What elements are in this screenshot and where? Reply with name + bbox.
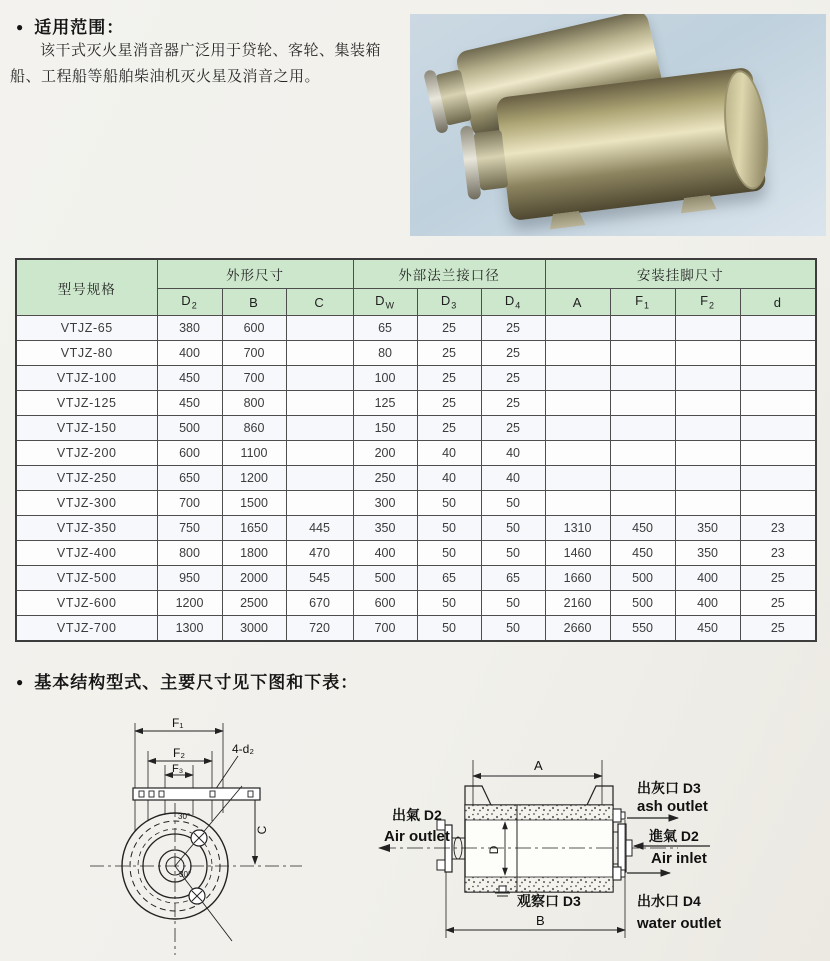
value-cell: 750	[157, 516, 222, 541]
model-cell: VTJZ-150	[16, 416, 157, 441]
value-cell: 450	[675, 616, 740, 642]
value-cell: 2160	[545, 591, 610, 616]
value-cell: 1500	[222, 491, 286, 516]
bolt-holes-label: 4-d₂	[232, 742, 255, 756]
air-inlet-label-zh: 進氣 D2	[649, 828, 699, 844]
value-cell: 670	[286, 591, 353, 616]
dim-a-label: A	[534, 758, 543, 773]
value-cell: 2500	[222, 591, 286, 616]
model-cell: VTJZ-65	[16, 316, 157, 341]
value-cell: 40	[417, 466, 481, 491]
value-cell	[545, 466, 610, 491]
value-cell: 65	[417, 566, 481, 591]
spec-table	[15, 258, 817, 642]
value-cell: 3000	[222, 616, 286, 642]
col-subheader: A	[545, 289, 610, 316]
value-cell: 1310	[545, 516, 610, 541]
value-cell: 25	[417, 316, 481, 341]
value-cell: 400	[157, 341, 222, 366]
value-cell: 25	[740, 591, 816, 616]
value-cell	[610, 466, 675, 491]
section-title-structure: 基本结构型式、主要尺寸见下图和下表：	[34, 673, 359, 692]
value-cell: 380	[157, 316, 222, 341]
value-cell: 50	[481, 541, 545, 566]
value-cell: 25	[481, 416, 545, 441]
value-cell: 1650	[222, 516, 286, 541]
angle-label-center: 30°	[179, 870, 192, 879]
value-cell	[675, 316, 740, 341]
value-cell: 350	[675, 516, 740, 541]
value-cell: 720	[286, 616, 353, 642]
bullet-icon: ●	[16, 674, 25, 689]
value-cell	[610, 416, 675, 441]
air-outlet-label-zh: 出氣 D2	[392, 807, 442, 823]
value-cell: 800	[157, 541, 222, 566]
value-cell	[286, 416, 353, 441]
value-cell: 450	[157, 391, 222, 416]
value-cell: 40	[481, 466, 545, 491]
value-cell: 25	[417, 416, 481, 441]
value-cell	[675, 366, 740, 391]
model-cell: VTJZ-500	[16, 566, 157, 591]
value-cell: 450	[610, 516, 675, 541]
value-cell: 400	[675, 566, 740, 591]
ash-outlet-nozzle	[613, 809, 625, 822]
value-cell	[610, 491, 675, 516]
col-group-outline-dimensions: 外形尺寸	[157, 259, 353, 289]
value-cell: 1200	[157, 591, 222, 616]
value-cell: 50	[417, 541, 481, 566]
value-cell: 545	[286, 566, 353, 591]
value-cell	[675, 391, 740, 416]
air-inlet-label-en: Air inlet	[651, 850, 707, 867]
value-cell: 40	[417, 441, 481, 466]
value-cell: 800	[222, 391, 286, 416]
model-cell: VTJZ-100	[16, 366, 157, 391]
model-cell: VTJZ-80	[16, 341, 157, 366]
table-row	[16, 466, 816, 491]
value-cell	[545, 391, 610, 416]
dim-f2-label: F₂	[173, 746, 185, 760]
value-cell	[286, 391, 353, 416]
value-cell	[545, 316, 610, 341]
value-cell: 445	[286, 516, 353, 541]
table-row	[16, 441, 816, 466]
col-subheader: $F_2$	[675, 289, 740, 316]
value-cell	[675, 491, 740, 516]
model-cell: VTJZ-125	[16, 391, 157, 416]
value-cell: 125	[353, 391, 417, 416]
value-cell: 25	[417, 391, 481, 416]
cylinder-endcap	[718, 68, 774, 192]
value-cell: 25	[417, 341, 481, 366]
mounting-feet	[465, 786, 613, 805]
value-cell: 470	[286, 541, 353, 566]
value-cell: 1200	[222, 466, 286, 491]
value-cell: 50	[417, 616, 481, 642]
bullet-icon: ●	[16, 19, 25, 34]
side-view-diagram	[378, 740, 830, 960]
value-cell: 50	[417, 491, 481, 516]
value-cell	[545, 341, 610, 366]
value-cell: 50	[417, 591, 481, 616]
table-row	[16, 516, 816, 541]
angle-label-top: 30°	[178, 812, 191, 821]
value-cell: 23	[740, 541, 816, 566]
ash-outlet-label-zh: 出灰口 D3	[637, 780, 701, 796]
model-cell: VTJZ-400	[16, 541, 157, 566]
value-cell: 1660	[545, 566, 610, 591]
value-cell: 450	[157, 366, 222, 391]
value-cell: 950	[157, 566, 222, 591]
model-cell: VTJZ-250	[16, 466, 157, 491]
model-cell: VTJZ-700	[16, 616, 157, 642]
value-cell	[286, 316, 353, 341]
value-cell: 650	[157, 466, 222, 491]
usage-paragraph: 该干式灭火星消音器广泛用于贷轮、客轮、集装箱船、工程船等船舶柴油机灭火星及消音之用。	[10, 42, 382, 85]
value-cell	[675, 341, 740, 366]
value-cell: 150	[353, 416, 417, 441]
table-row	[16, 366, 816, 391]
col-header-model: 型号规格	[16, 259, 157, 316]
value-cell	[740, 441, 816, 466]
value-cell: 1460	[545, 541, 610, 566]
col-subheader: $D_4$	[481, 289, 545, 316]
col-group-flange-diameter: 外部法兰接口径	[353, 259, 545, 289]
value-cell: 1100	[222, 441, 286, 466]
col-subheader: $D_2$	[157, 289, 222, 316]
value-cell: 50	[481, 491, 545, 516]
value-cell: 25	[481, 391, 545, 416]
section-usage-heading	[16, 13, 124, 38]
value-cell: 450	[610, 541, 675, 566]
value-cell	[740, 391, 816, 416]
dim-f3-label: F₃	[172, 763, 184, 775]
value-cell	[610, 316, 675, 341]
section-structure-heading	[16, 668, 358, 693]
value-cell	[675, 441, 740, 466]
col-subheader: $D_W$	[353, 289, 417, 316]
value-cell	[740, 341, 816, 366]
table-row	[16, 591, 816, 616]
col-subheader: $F_1$	[610, 289, 675, 316]
value-cell: 100	[353, 366, 417, 391]
value-cell: 550	[610, 616, 675, 642]
value-cell: 700	[222, 341, 286, 366]
value-cell: 2660	[545, 616, 610, 642]
value-cell: 1300	[157, 616, 222, 642]
mounting-foot	[548, 210, 586, 229]
value-cell: 65	[481, 566, 545, 591]
insulation-band-bottom	[465, 877, 613, 892]
value-cell: 400	[353, 541, 417, 566]
section-title-usage: 适用范围：	[34, 18, 125, 37]
value-cell	[545, 416, 610, 441]
value-cell: 200	[353, 441, 417, 466]
mounting-bar	[133, 788, 260, 800]
value-cell: 50	[481, 516, 545, 541]
value-cell: 500	[610, 591, 675, 616]
table-body	[16, 316, 816, 642]
inlet-flange-right	[613, 824, 632, 872]
value-cell: 25	[740, 616, 816, 642]
insulation-band-top	[465, 805, 613, 820]
value-cell	[286, 341, 353, 366]
table-row	[16, 616, 816, 642]
value-cell: 25	[481, 366, 545, 391]
value-cell: 25	[481, 316, 545, 341]
value-cell	[740, 491, 816, 516]
model-cell: VTJZ-600	[16, 591, 157, 616]
value-cell	[740, 316, 816, 341]
table-row	[16, 316, 816, 341]
dim-f1-label: F₁	[172, 716, 184, 730]
table-row	[16, 416, 816, 441]
value-cell: 1800	[222, 541, 286, 566]
value-cell	[286, 366, 353, 391]
value-cell: 50	[417, 516, 481, 541]
end-view-diagram	[90, 703, 315, 958]
model-cell: VTJZ-200	[16, 441, 157, 466]
air-outlet-label-en: Air outlet	[384, 828, 450, 845]
value-cell: 50	[481, 591, 545, 616]
value-cell	[610, 341, 675, 366]
table-row	[16, 491, 816, 516]
air-outlet-arrow	[378, 844, 390, 852]
water-outlet-label-zh: 出水口 D4	[637, 893, 701, 909]
value-cell: 250	[353, 466, 417, 491]
value-cell	[610, 366, 675, 391]
value-cell	[286, 491, 353, 516]
value-cell: 2000	[222, 566, 286, 591]
value-cell	[675, 466, 740, 491]
value-cell: 80	[353, 341, 417, 366]
value-cell	[675, 416, 740, 441]
value-cell	[286, 466, 353, 491]
value-cell: 40	[481, 441, 545, 466]
value-cell: 65	[353, 316, 417, 341]
col-subheader: $D_3$	[417, 289, 481, 316]
col-group-mounting-feet: 安装挂脚尺寸	[545, 259, 816, 289]
value-cell	[545, 491, 610, 516]
model-cell: VTJZ-300	[16, 491, 157, 516]
value-cell: 500	[353, 566, 417, 591]
table-row	[16, 341, 816, 366]
water-outlet-label-en: water outlet	[637, 915, 722, 932]
ash-outlet-label-en: ash outlet	[637, 798, 708, 815]
value-cell: 700	[157, 491, 222, 516]
value-cell: 700	[353, 616, 417, 642]
value-cell	[545, 441, 610, 466]
col-subheader: d	[740, 289, 816, 316]
mounting-foot	[679, 194, 717, 213]
col-subheader: C	[286, 289, 353, 316]
value-cell: 350	[353, 516, 417, 541]
value-cell: 500	[610, 566, 675, 591]
value-cell: 860	[222, 416, 286, 441]
value-cell: 400	[675, 591, 740, 616]
table-row	[16, 566, 816, 591]
value-cell: 700	[222, 366, 286, 391]
value-cell: 25	[740, 566, 816, 591]
model-cell: VTJZ-350	[16, 516, 157, 541]
value-cell: 50	[481, 616, 545, 642]
value-cell	[610, 441, 675, 466]
observation-port-label: 观察口 D3	[517, 893, 581, 909]
value-cell	[740, 416, 816, 441]
table-row	[16, 541, 816, 566]
value-cell: 600	[157, 441, 222, 466]
dim-d-label: D	[487, 845, 501, 855]
table-row	[16, 391, 816, 416]
dim-c-label: C	[255, 825, 269, 835]
value-cell	[286, 441, 353, 466]
value-cell: 600	[353, 591, 417, 616]
bolt-holes	[189, 830, 207, 904]
value-cell	[740, 466, 816, 491]
product-photo	[410, 14, 826, 236]
value-cell	[545, 366, 610, 391]
value-cell: 500	[157, 416, 222, 441]
value-cell	[740, 366, 816, 391]
value-cell: 23	[740, 516, 816, 541]
col-subheader: B	[222, 289, 286, 316]
value-cell	[610, 391, 675, 416]
dim-b-label: B	[536, 913, 545, 928]
value-cell: 25	[481, 341, 545, 366]
value-cell: 300	[353, 491, 417, 516]
value-cell: 25	[417, 366, 481, 391]
value-cell: 600	[222, 316, 286, 341]
value-cell: 350	[675, 541, 740, 566]
